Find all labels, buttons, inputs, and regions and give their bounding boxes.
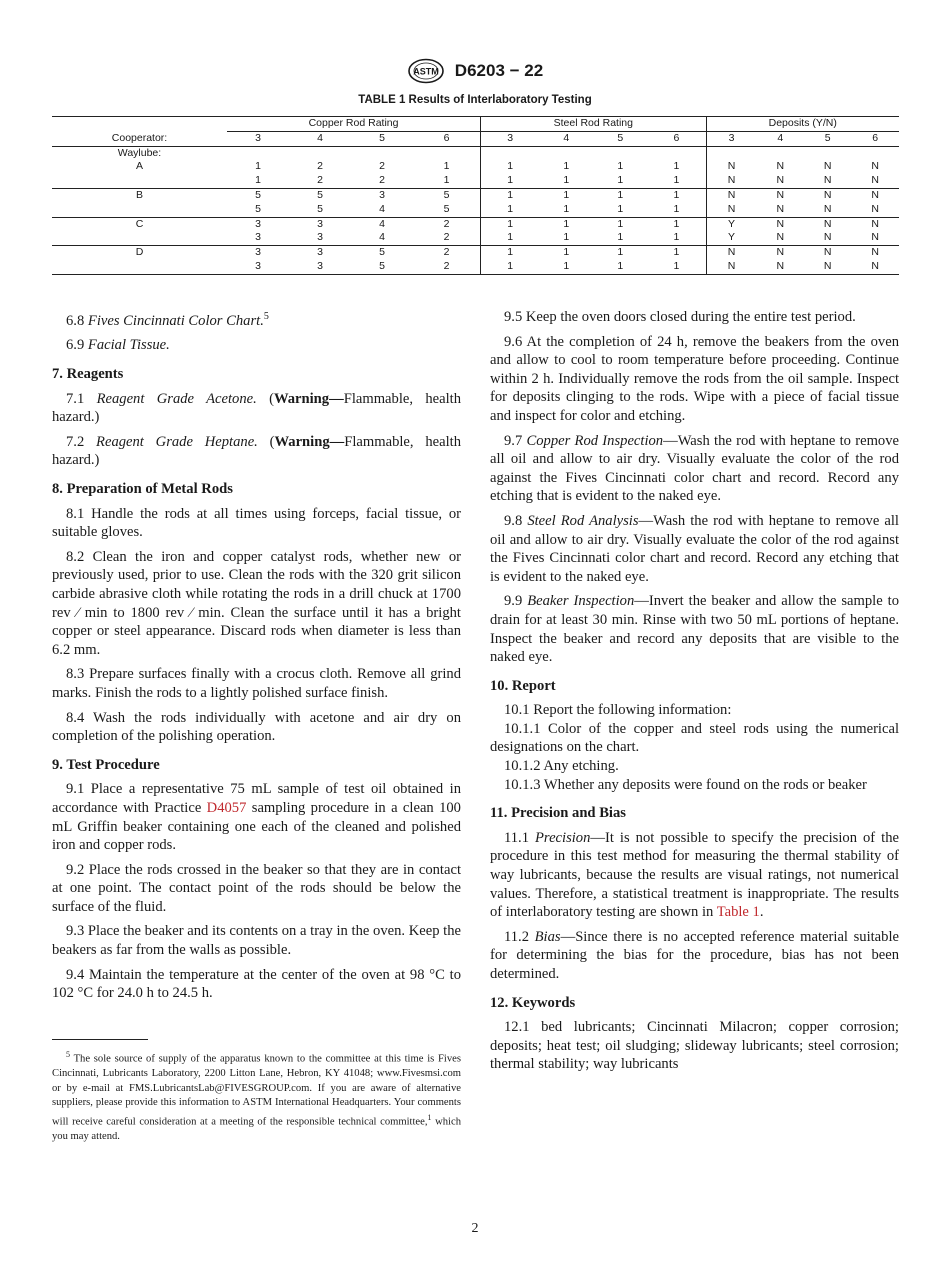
table-cell: 1: [481, 260, 540, 274]
table-cell: 3: [289, 260, 351, 274]
cooperator-name: A: [135, 160, 143, 173]
table-cell: 3: [317, 217, 323, 230]
table-row: [52, 217, 899, 231]
table-row: [52, 260, 899, 274]
table-row: [52, 174, 899, 188]
table-cell: 1: [481, 188, 540, 202]
table-cell: 1: [413, 174, 481, 188]
table-cell: N: [851, 231, 899, 245]
waylube-label: Waylube:: [117, 146, 162, 159]
d4057-link[interactable]: D4057: [206, 799, 247, 816]
table-cell: 1: [673, 217, 680, 230]
table-cell: 1: [563, 217, 570, 230]
table-cell: [539, 146, 593, 160]
table-cell: 5: [413, 203, 481, 217]
table-cell: N: [823, 217, 832, 230]
table-cell: N: [706, 246, 757, 260]
para-9-1: 9.1 Place a representative 75 mL sample of test oil obtained in accordance with Practice D4057 sampling procedure in a clean 100 mL Griffin beaker containing one each of the cleaned and polished iron and copper rods.: [52, 781, 461, 854]
table-cell: 1: [647, 174, 706, 188]
para-6-9: 6.9 Facial Tissue.: [66, 337, 170, 354]
right-column: [490, 308, 899, 1080]
table-cell: 1: [617, 188, 624, 201]
table-cell: N: [757, 174, 804, 188]
cooperator-name: C: [135, 217, 144, 230]
table-cell: N: [823, 188, 832, 201]
table-cell: N: [823, 246, 832, 259]
table-cell: 4: [351, 231, 413, 245]
column-header: 5: [351, 131, 413, 146]
cooperator-name: D: [135, 246, 144, 259]
table-cell: 2: [351, 174, 413, 188]
table-cell: [706, 146, 757, 160]
table-cell: 5: [227, 203, 289, 217]
table-cell: [851, 146, 899, 160]
table-cell: 3: [289, 231, 351, 245]
table-cell: 2: [317, 160, 323, 173]
column-header: 3: [706, 131, 757, 146]
table-cell: N: [706, 160, 757, 174]
table-cell: 1: [617, 217, 624, 230]
table-cell: 1: [481, 160, 540, 174]
cooperator-name: [52, 260, 227, 274]
cooperator-name: [52, 203, 227, 217]
column-header: 3: [481, 131, 540, 146]
para-11-2: 11.2 Bias—Since there is no accepted reference material suitable for determining the bias for the procedure, bias has not been determined.: [490, 928, 899, 982]
para-9-2: 9.2 Place the rods crossed in the beaker so that they are in contact at one point. The contact point of the rods should be below the surface of the fluid.: [52, 861, 461, 915]
table-cell: 5: [317, 188, 323, 201]
waylube-row: [52, 146, 899, 160]
para-9-9: 9.9 Beaker Inspection—Invert the beaker and allow the sample to drain for at least 30 min. Rinse with two 50 mL portions of heptane. Inspect the beaker and record any deposits that are visible to the naked eye.: [490, 593, 899, 666]
para-9-7: 9.7 Copper Rod Inspection—Wash the rod with heptane to remove all oil and allow to air dry. Visually evaluate the color of the rod against the Fives Cincinnati color chart and record. Record any etching that is evident to the naked eye.: [490, 432, 899, 505]
table-cell: 5: [351, 260, 413, 274]
table-row: [52, 188, 899, 202]
table-row: [52, 160, 899, 174]
column-header: 3: [227, 131, 289, 146]
para-9-5: 9.5 Keep the oven doors closed during the entire test period.: [504, 309, 856, 325]
column-header: 5: [804, 131, 851, 146]
para-9-8: 9.8 Steel Rod Analysis—Wash the rod with heptane to remove all oil and allow to air dry. Visually evaluate the color of the rod against the Fives Cincinnati color chart and record. Record any etching that is evident to the naked eye.: [490, 512, 899, 585]
table-cell: [593, 146, 647, 160]
table-cell: 1: [255, 160, 261, 173]
table-cell: 1: [673, 246, 680, 259]
table-cell: N: [871, 246, 879, 259]
table-row: [52, 231, 899, 245]
table-cell: Y: [706, 231, 757, 245]
table-cell: 1: [593, 260, 647, 274]
table-cell: [647, 146, 706, 160]
section-12-heading: 12. Keywords: [490, 994, 576, 1011]
table-cell: 2: [413, 231, 481, 245]
table-cell: 2: [443, 246, 450, 259]
table-cell: 1: [481, 217, 540, 231]
cooperator-label: Cooperator:: [52, 131, 227, 146]
logo-text: ASTM: [413, 66, 439, 77]
para-10-1-1: 10.1.1 Color of the copper and steel rods using the numerical designations on the chart.: [490, 720, 899, 756]
table-cell: N: [706, 188, 757, 202]
section-10-heading: 10. Report: [490, 677, 556, 694]
table-cell: 1: [617, 246, 624, 259]
column-header: 5: [593, 131, 647, 146]
table-cell: N: [804, 260, 851, 274]
table-cell: 2: [379, 160, 385, 173]
table-cell: 5: [255, 188, 261, 201]
column-header: 4: [289, 131, 351, 146]
table-cell: 1: [647, 260, 706, 274]
cooperator-name: B: [135, 188, 143, 201]
column-header: 6: [851, 131, 899, 146]
table-cell: 4: [351, 203, 413, 217]
cooperator-row: [52, 131, 899, 146]
para-10-1-2: 10.1.2 Any etching.: [504, 758, 619, 775]
para-7-2: 7.2 Reagent Grade Heptane. (Warning—Flammable, health hazard.): [52, 433, 461, 469]
table-cell: N: [851, 260, 899, 274]
table-cell: 3: [379, 188, 385, 201]
table-cell: N: [776, 160, 785, 173]
table-cell: [481, 146, 540, 160]
table-cell: [804, 146, 851, 160]
group-header-steel: Steel Rod Rating: [481, 117, 706, 132]
table-cell: [227, 146, 289, 160]
para-8-3: 8.3 Prepare surfaces finally with a crocus cloth. Remove all grind marks. Finish the rods to a lightly polished surface finish.: [52, 666, 461, 701]
section-7-heading: 7. Reagents: [52, 366, 124, 383]
para-10-1: 10.1 Report the following information:: [504, 702, 732, 719]
designation: D6203 − 22: [454, 61, 544, 80]
table-cell: 1: [227, 174, 289, 188]
para-9-6: 9.6 At the completion of 24 h, remove the beakers from the oven and allow to cool to room temperature before proceeding. Continue within 2 h. Individually remove the rods from the oil sample. Inspect for deposits clinging to the rods. Wipe with a piece of facial tissue and inspect for color and etching.: [490, 333, 899, 424]
table-cell: 5: [379, 246, 385, 259]
table-cell: N: [706, 203, 757, 217]
table-cell: N: [776, 188, 785, 201]
column-header: 4: [539, 131, 593, 146]
table-cell: [351, 146, 413, 160]
para-7-1: 7.1 Reagent Grade Acetone. (Warning—Flammable, health hazard.): [52, 390, 461, 426]
page-number: 2: [471, 1221, 479, 1236]
table-cell: 1: [647, 203, 706, 217]
table-cell: 1: [443, 160, 450, 173]
table-cell: 1: [647, 231, 706, 245]
table-cell: 2: [443, 217, 450, 230]
table-cell: 1: [563, 188, 570, 201]
table-cell: 1: [593, 174, 647, 188]
section-11-heading: 11. Precision and Bias: [490, 805, 626, 822]
table-cell: [757, 146, 804, 160]
footnote-5: $^5$ The sole source of supply of the apparatus known to the committee at this time is Fives Cincinnati, Lubricants Laboratory, 2200 Litton Lane, Hebron, KY 41048; www.Fivesmsi.com or by e-mail at FMS.LubricantsLab@FIVESGROUP.com. If you are aware of alternative suppliers, please provide this information to ASTM International Headquarters. Your comments will receive careful consideration at a meeting of the responsible technical committee,$^1$ which you may attend.: [52, 1050, 461, 1143]
left-column: [52, 308, 461, 1009]
table-cell: 3: [255, 246, 261, 259]
table-cell: 2: [413, 260, 481, 274]
para-8-4: 8.4 Wash the rods individually with acetone and air dry on completion of the polishing operation.: [52, 709, 461, 745]
table-cell: 1: [539, 231, 593, 245]
table-cell: N: [706, 174, 757, 188]
table-cell: N: [757, 231, 804, 245]
table-cell: 1: [481, 246, 540, 260]
page-header: [0, 58, 950, 84]
astm-logo-icon: [407, 58, 445, 84]
table-cell: 1: [617, 160, 624, 173]
table-cell: N: [804, 203, 851, 217]
table-cell: 3: [255, 217, 261, 230]
table-cell: N: [851, 174, 899, 188]
table-title: TABLE 1 Results of Interlaboratory Testing: [358, 94, 592, 106]
cooperator-name: [52, 174, 227, 188]
table-cell: N: [804, 174, 851, 188]
table-cell: N: [804, 231, 851, 245]
section-8-heading: 8. Preparation of Metal Rods: [52, 481, 233, 498]
table-cell: 1: [563, 246, 570, 259]
group-header-copper: Copper Rod Rating: [227, 117, 481, 132]
table-cell: 3: [227, 260, 289, 274]
column-header: 4: [757, 131, 804, 146]
para-9-4: 9.4 Maintain the temperature at the center of the oven at 98 °C to 102 °C for 24.0 h to 24.5 h.: [52, 966, 461, 1002]
footnote-rule: [52, 1039, 148, 1040]
column-header: 6: [413, 131, 481, 146]
table-cell: 1: [673, 188, 680, 201]
table-row: [52, 246, 899, 260]
para-12-1: 12.1 bed lubricants; Cincinnati Milacron; copper corrosion; deposits; heat test; oil sludging; slideway lubricants; steel corrosion; thermal stability; way lubricants: [490, 1019, 899, 1073]
table-cell: N: [871, 217, 879, 230]
para-8-1: 8.1 Handle the rods at all times using forceps, facial tissue, or suitable gloves.: [52, 505, 461, 541]
table-cell: 1: [539, 260, 593, 274]
table-cell: 1: [539, 203, 593, 217]
table-cell: 3: [317, 246, 323, 259]
table-cell: 1: [539, 174, 593, 188]
column-header: 6: [647, 131, 706, 146]
table-cell: 1: [481, 203, 540, 217]
table-cell: 1: [481, 231, 540, 245]
table-cell: N: [851, 203, 899, 217]
table-cell: N: [757, 203, 804, 217]
para-6-8: 6.8 Fives Cincinnati Color Chart.$^5$: [66, 311, 269, 329]
table-cell: N: [706, 260, 757, 274]
table-cell: 1: [673, 160, 680, 173]
table-cell: N: [776, 246, 785, 259]
table-cell: [413, 146, 481, 160]
table-cell: 1: [593, 203, 647, 217]
para-9-3: 9.3 Place the beaker and its contents on a tray in the oven. Keep the beakers as far from the walls as possible.: [52, 923, 461, 959]
group-header-deposits: Deposits (Y/N): [706, 117, 899, 132]
table-cell: 4: [379, 217, 385, 230]
table-cell: 5: [443, 188, 450, 201]
table-cell: 1: [481, 174, 540, 188]
table-cell: 1: [563, 160, 570, 173]
cooperator-name: [52, 231, 227, 245]
table-cell: N: [757, 260, 804, 274]
table-cell: 1: [593, 231, 647, 245]
table-cell: N: [776, 217, 785, 230]
table-row: [52, 203, 899, 217]
table-cell: Y: [706, 217, 757, 231]
para-11-1: 11.1 Precision—It is not possible to specify the precision of the procedure in this test method for measuring the thermal stability of way lubricants, because the results are visual ratings, not numerical values. Therefore, a statistical treatment is inappropriate. The results of interlaboratory testing are shown in Table 1.: [490, 829, 899, 921]
table-cell: 3: [227, 231, 289, 245]
table-cell: 5: [289, 203, 351, 217]
table-cell: [289, 146, 351, 160]
table-cell: N: [871, 160, 879, 173]
section-9-heading: 9. Test Procedure: [52, 756, 160, 773]
table-1-link[interactable]: Table 1: [716, 904, 760, 921]
para-8-2: 8.2 Clean the iron and copper catalyst rods, whether new or previously used, prior to use. Clean the rods with the 320 grit silicon carbide abrasive cloth while rotating the rods in a drill chuck at 1700 rev ⁄ min to 1800 rev ⁄ min. Clean the surface until it has a bright copper or steel appearance. Discard rods when diameter is less than 6.2 mm.: [52, 548, 461, 658]
table-cell: N: [823, 160, 832, 173]
table-cell: N: [871, 188, 879, 201]
interlaboratory-results-table: [52, 116, 899, 275]
table-cell: 2: [289, 174, 351, 188]
para-10-1-3: 10.1.3 Whether any deposits were found on the rods or beaker: [504, 776, 867, 793]
